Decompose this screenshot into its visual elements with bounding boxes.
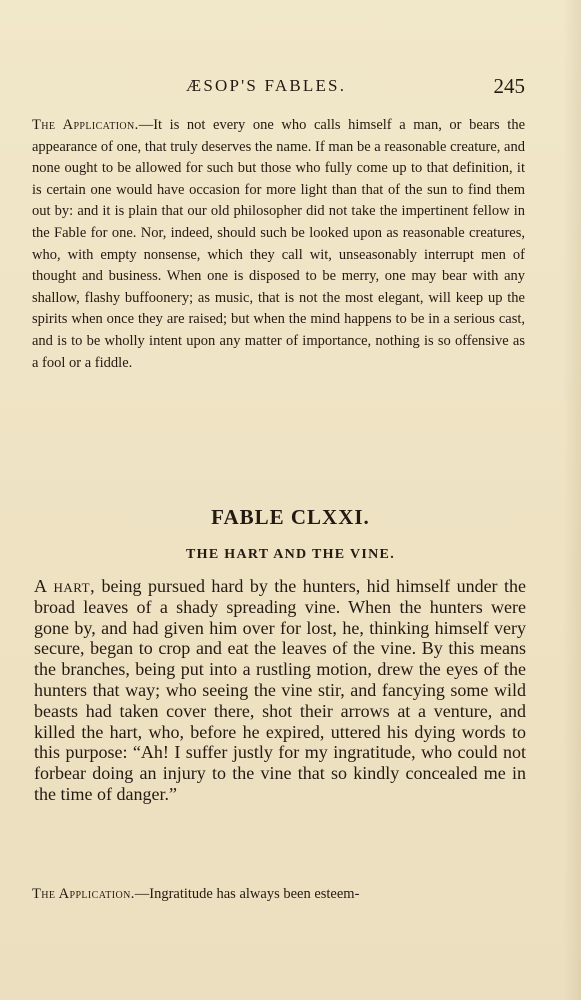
page-number: 245 bbox=[493, 74, 525, 98]
page-edge-shadow bbox=[563, 0, 581, 1000]
application-paragraph-first bbox=[32, 115, 525, 374]
application-text-second: —Ingratitude has always been esteem- bbox=[134, 886, 360, 902]
fable-subtitle: THE HART AND THE VINE. bbox=[186, 547, 395, 562]
fable-body bbox=[34, 576, 526, 805]
application-paragraph-second bbox=[32, 884, 525, 906]
application-text: —It is not every one who calls himself a man, or bears the appearance of one, that truly deserves the name. If man be a reasonable creature, and none ought to be allowed for such but those who fully come up to that definition, it is certain one would have occasion for more light than that of the sun to find them out by: and it is plain that our old philosopher did not take the impertinent fellow in the Fable for one. Nor, indeed, should such be looked upon as reasonable creatures, who, with empty nonsense, which they call wit, unseasonably interrupt men of thought and business. When one is disposed to be merry, one may bear with any shallow, flashy buffoonery; as music, that is not the most elegant, will keep up the spirits when once they are raised; but when the mind happens to be in a serious cast, and is to be wholly intent upon any matter of importance, nothing is so offensive as a fool or a fiddle. bbox=[32, 117, 525, 371]
application-label-second: The Application. bbox=[32, 886, 135, 902]
fable-title: FABLE CLXXI. bbox=[211, 505, 370, 529]
page-header bbox=[0, 74, 581, 98]
application-label: The Application. bbox=[32, 117, 139, 133]
fable-opening-words: A hart, bbox=[34, 576, 96, 596]
fable-text: being pursued hard by the hunters, hid himself under the broad leaves of a shady spreading vine. When the hunters were gone by, and had given him over for lost, he, thinking himself very secure, began to crop and eat the leaves of the vine. By this means the branches, being put into a rustling motion, drew the eyes of the hunters that way; who seeing the vine stir, and fancying some wild beasts had taken cover there, shot their arrows at a venture, and killed the hart, who, before he expired, uttered his dying words to this purpose: “Ah! I suffer justly for my ingratitude, who could not forbear doing an injury to the vine that so kindly concealed me in the time of danger.” bbox=[34, 576, 526, 804]
running-head: ÆSOP'S FABLES. bbox=[186, 76, 347, 95]
